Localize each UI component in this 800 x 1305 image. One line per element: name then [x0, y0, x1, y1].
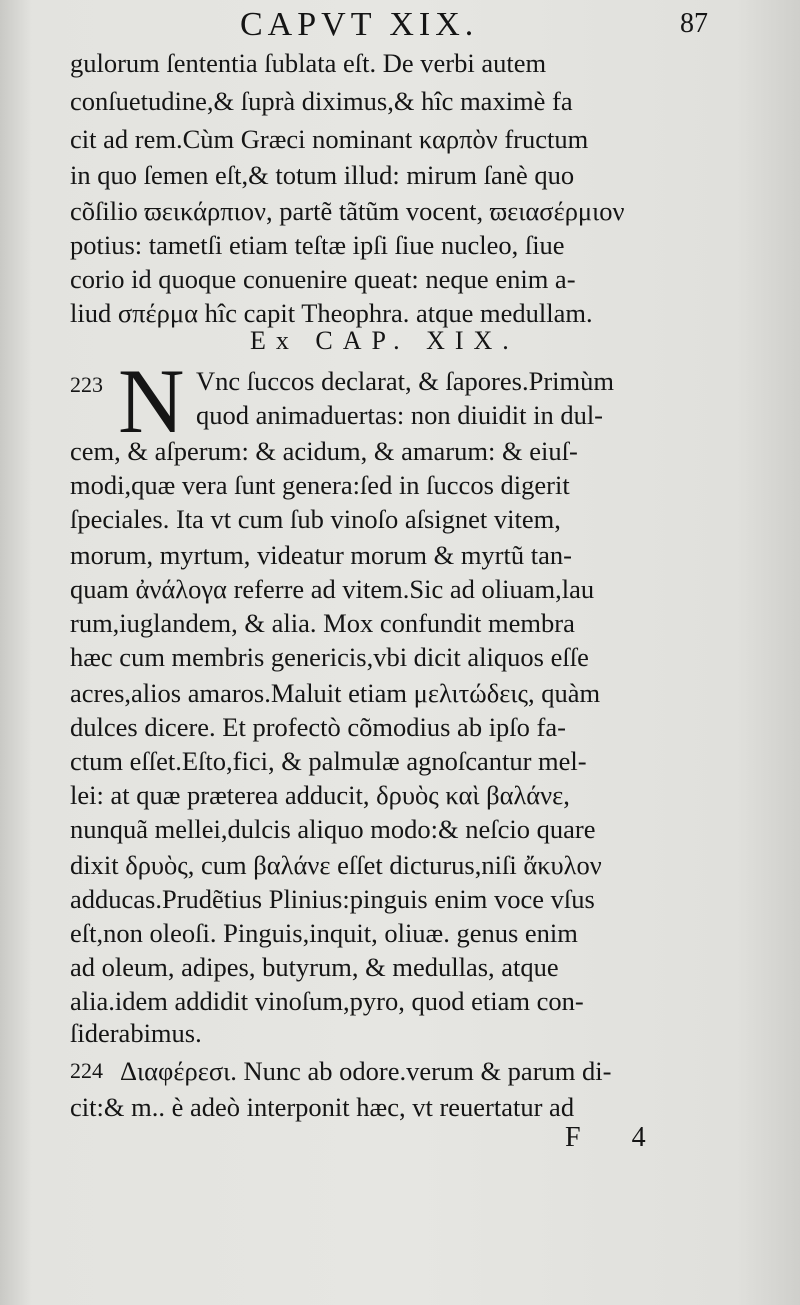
text-line: ſpeciales. Ita vt cum ſub vinoſo aſsignet vitem, — [70, 504, 561, 534]
text-line: cit ad rem.Cùm Græci nominant καρπὸν fructum — [70, 124, 589, 154]
text-line: liud σπέρμα hîc capit Theophra. atque medullam. — [70, 298, 593, 328]
text-line: potius: tametſi etiam teſtæ ipſi ſiue nucleo, ſiue — [70, 230, 565, 260]
text-line: adducas.Prudẽtius Plinius:pinguis enim voce vſus — [70, 884, 595, 914]
drop-cap: N — [118, 350, 185, 452]
marginal-note-number: 223 — [70, 372, 103, 397]
marginal-note-number: 224 — [70, 1058, 103, 1083]
section-heading: Ex CAP. XIX. — [250, 326, 519, 355]
text-line: corio id quoque conuenire queat: neque enim a- — [70, 264, 576, 294]
text-line: morum, myrtum, videatur morum & myrtũ tan- — [70, 540, 572, 570]
text-line: eſt,non oleoſi. Pinguis,inquit, oliuæ. genus enim — [70, 918, 578, 948]
text-line: Vnc ſuccos declarat, & ſapores.Primùm — [196, 366, 614, 396]
text-line: Διαφέρεσι. Nunc ab odore.verum & parum di- — [120, 1056, 612, 1086]
text-line: conſuetudine,& ſuprà diximus,& hîc maximè fa — [70, 86, 573, 116]
page-number: 87 — [680, 8, 708, 39]
text-line: gulorum ſententia ſublata eſt. De verbi autem — [70, 48, 547, 78]
text-line: in quo ſemen eſt,& totum illud: mirum ſanè quo — [70, 160, 575, 190]
running-title: CAPVT XIX. — [240, 6, 479, 43]
text-line: cõſilio ϖεικάρπιον, partẽ tãtũm vocent, ϖειασέρμιον — [70, 196, 625, 226]
text-line: quam ἀνάλογα referre ad vitem.Sic ad oliuam,lau — [70, 574, 595, 604]
text-line: quod animaduertas: non diuidit in dul- — [196, 400, 604, 430]
text-line: cem, & aſperum: & acidum, & amarum: & eiuſ- — [70, 436, 578, 466]
text-line: lei: at quæ præterea adducit, δρυὸς καὶ βαλάνε, — [70, 780, 570, 810]
text-line: nunquã mellei,dulcis aliquo modo:& neſcio quare — [70, 814, 596, 844]
text-line: dixit δρυὸς, cum βαλάνε eſſet dicturus,niſi ἄκυλον — [70, 850, 602, 880]
text-line: ad oleum, adipes, butyrum, & medullas, atque — [70, 952, 559, 982]
text-line: ſiderabimus. — [70, 1018, 202, 1048]
text-line: alia.idem addidit vinoſum,pyro, quod etiam con- — [70, 986, 584, 1016]
text-line: cit:& m.. è adeò interponit hæc, vt reuertatur ad — [70, 1092, 575, 1122]
text-line: modi,quæ vera ſunt genera:ſed in ſuccos digerit — [70, 470, 570, 500]
text-line: ctum eſſet.Eſto,fici, & palmulæ agnoſcantur mel- — [70, 746, 587, 776]
text-line: rum,iuglandem, & alia. Mox confundit membra — [70, 608, 575, 638]
text-line: acres,alios amaros.Maluit etiam μελιτώδεις, quàm — [70, 678, 601, 708]
text-line: hæc cum membris genericis,vbi dicit aliquos eſſe — [70, 642, 589, 672]
signature-mark: F 4 — [565, 1122, 668, 1153]
text-line: dulces dicere. Et profectò cõmodius ab ipſo fa- — [70, 712, 566, 742]
